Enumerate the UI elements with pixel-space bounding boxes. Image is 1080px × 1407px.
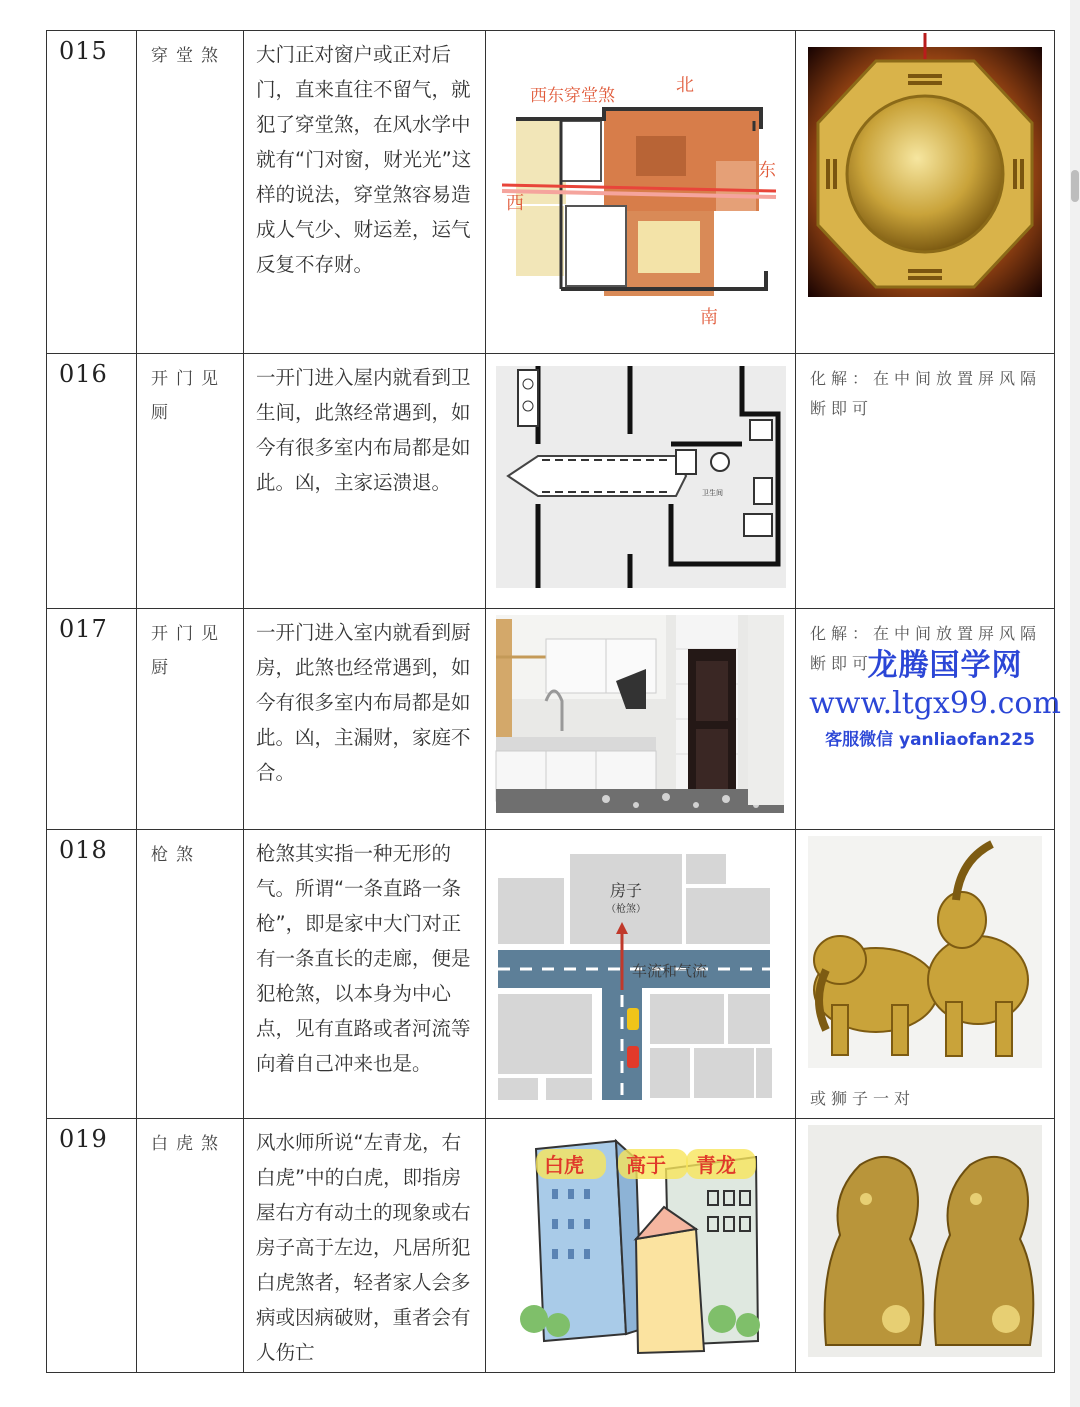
toilet-label: 卫生间 xyxy=(702,489,723,497)
row-number: 016 xyxy=(47,354,137,609)
sha-name: 开门见厨 xyxy=(137,609,244,830)
east-label: 东 xyxy=(758,160,776,181)
sha-description: 大门正对窗户或正对后门，直来直往不留气，就犯了穿堂煞，在风水学中就有“门对窗，财光光”这样的说法，穿堂煞容易造成人气少、财运差，运气反复不存财。 xyxy=(244,31,486,354)
bagua-mirror-image xyxy=(796,31,1055,345)
house-label: 房子 xyxy=(609,881,643,900)
white-tiger-diagram xyxy=(486,1119,796,1364)
road-diagram xyxy=(486,830,796,1110)
scrollbar-thumb[interactable] xyxy=(1071,170,1079,202)
remedy-cell xyxy=(796,1119,1055,1373)
watermark xyxy=(809,640,1080,750)
floorplan-diagram xyxy=(486,31,796,345)
row-number: 015 xyxy=(47,31,137,354)
sha-name: 白虎煞 xyxy=(137,1119,244,1373)
diagram-cell xyxy=(486,31,796,354)
west-label: 西 xyxy=(506,193,524,214)
gaoyu-label: 高于 xyxy=(626,1153,666,1177)
sha-description: 一开门进入室内就看到厨房，此煞也经常遇到，如今有很多室内布局都是如此。凶，主漏财，家庭不合。 xyxy=(244,609,486,830)
watermark-title: 龙腾国学网 xyxy=(867,648,1023,683)
table-row xyxy=(47,31,1055,354)
diagram-cell xyxy=(486,354,796,609)
north-label: 北 xyxy=(676,75,694,96)
table-row xyxy=(47,1119,1055,1373)
remedy-note: 化解：在中间放置屏风隔断即可 xyxy=(796,609,1055,830)
remedy-caption: 或狮子一对 xyxy=(810,1089,916,1108)
watermark-url[interactable]: www.ltgx99.com xyxy=(809,686,1061,721)
remedy-cell xyxy=(796,830,1055,1119)
kitchen-photo xyxy=(486,609,796,819)
photo-cell xyxy=(486,609,796,830)
diagram-title: 西东穿堂煞 xyxy=(530,86,615,106)
sha-description: 枪煞其实指一种无形的气。所谓“一条直路一条枪”，即是家中大门对正有一条直长的走廊，便是犯枪煞，以本身为中心点，见有直路或者河流等向着自己冲来也是。 xyxy=(244,830,486,1119)
brass-pixiu-image xyxy=(796,1119,1055,1364)
table-row xyxy=(47,830,1055,1119)
brass-elephants-image xyxy=(796,830,1055,1074)
row-number: 017 xyxy=(47,609,137,830)
toilet-floorplan-diagram xyxy=(486,354,796,598)
qinglong-label: 青龙 xyxy=(696,1153,736,1177)
remedy-note: 化解：在中间放置屏风隔断即可 xyxy=(796,354,1055,609)
row-number: 018 xyxy=(47,830,137,1119)
house-sub-label: （枪煞） xyxy=(606,904,646,915)
sha-description: 一开门进入屋内就看到卫生间，此煞经常遇到，如今有很多室内布局都是如此。凶，主家运溃退。 xyxy=(244,354,486,609)
sha-description: 风水师所说“左青龙，右白虎”中的白虎，即指房屋右方有动土的现象或右房子高于左边，凡居所犯白虎煞者，轻者家人会多病或因病破财，重者会有人伤亡 xyxy=(244,1119,486,1373)
flow-label: 车流和气流 xyxy=(632,962,708,980)
diagram-cell xyxy=(486,1119,796,1373)
table-row xyxy=(47,354,1055,609)
remedy-cell xyxy=(796,31,1055,354)
scrollbar[interactable] xyxy=(1070,0,1080,1407)
diagram-cell xyxy=(486,830,796,1119)
watermark-contact: 客服微信 yanliaofan225 xyxy=(825,730,1035,750)
south-label: 南 xyxy=(700,307,718,328)
row-number: 019 xyxy=(47,1119,137,1373)
sha-name: 枪煞 xyxy=(137,830,244,1119)
baihu-label: 白虎 xyxy=(544,1153,584,1177)
sha-name: 开门见厕 xyxy=(137,354,244,609)
sha-name: 穿堂煞 xyxy=(137,31,244,354)
